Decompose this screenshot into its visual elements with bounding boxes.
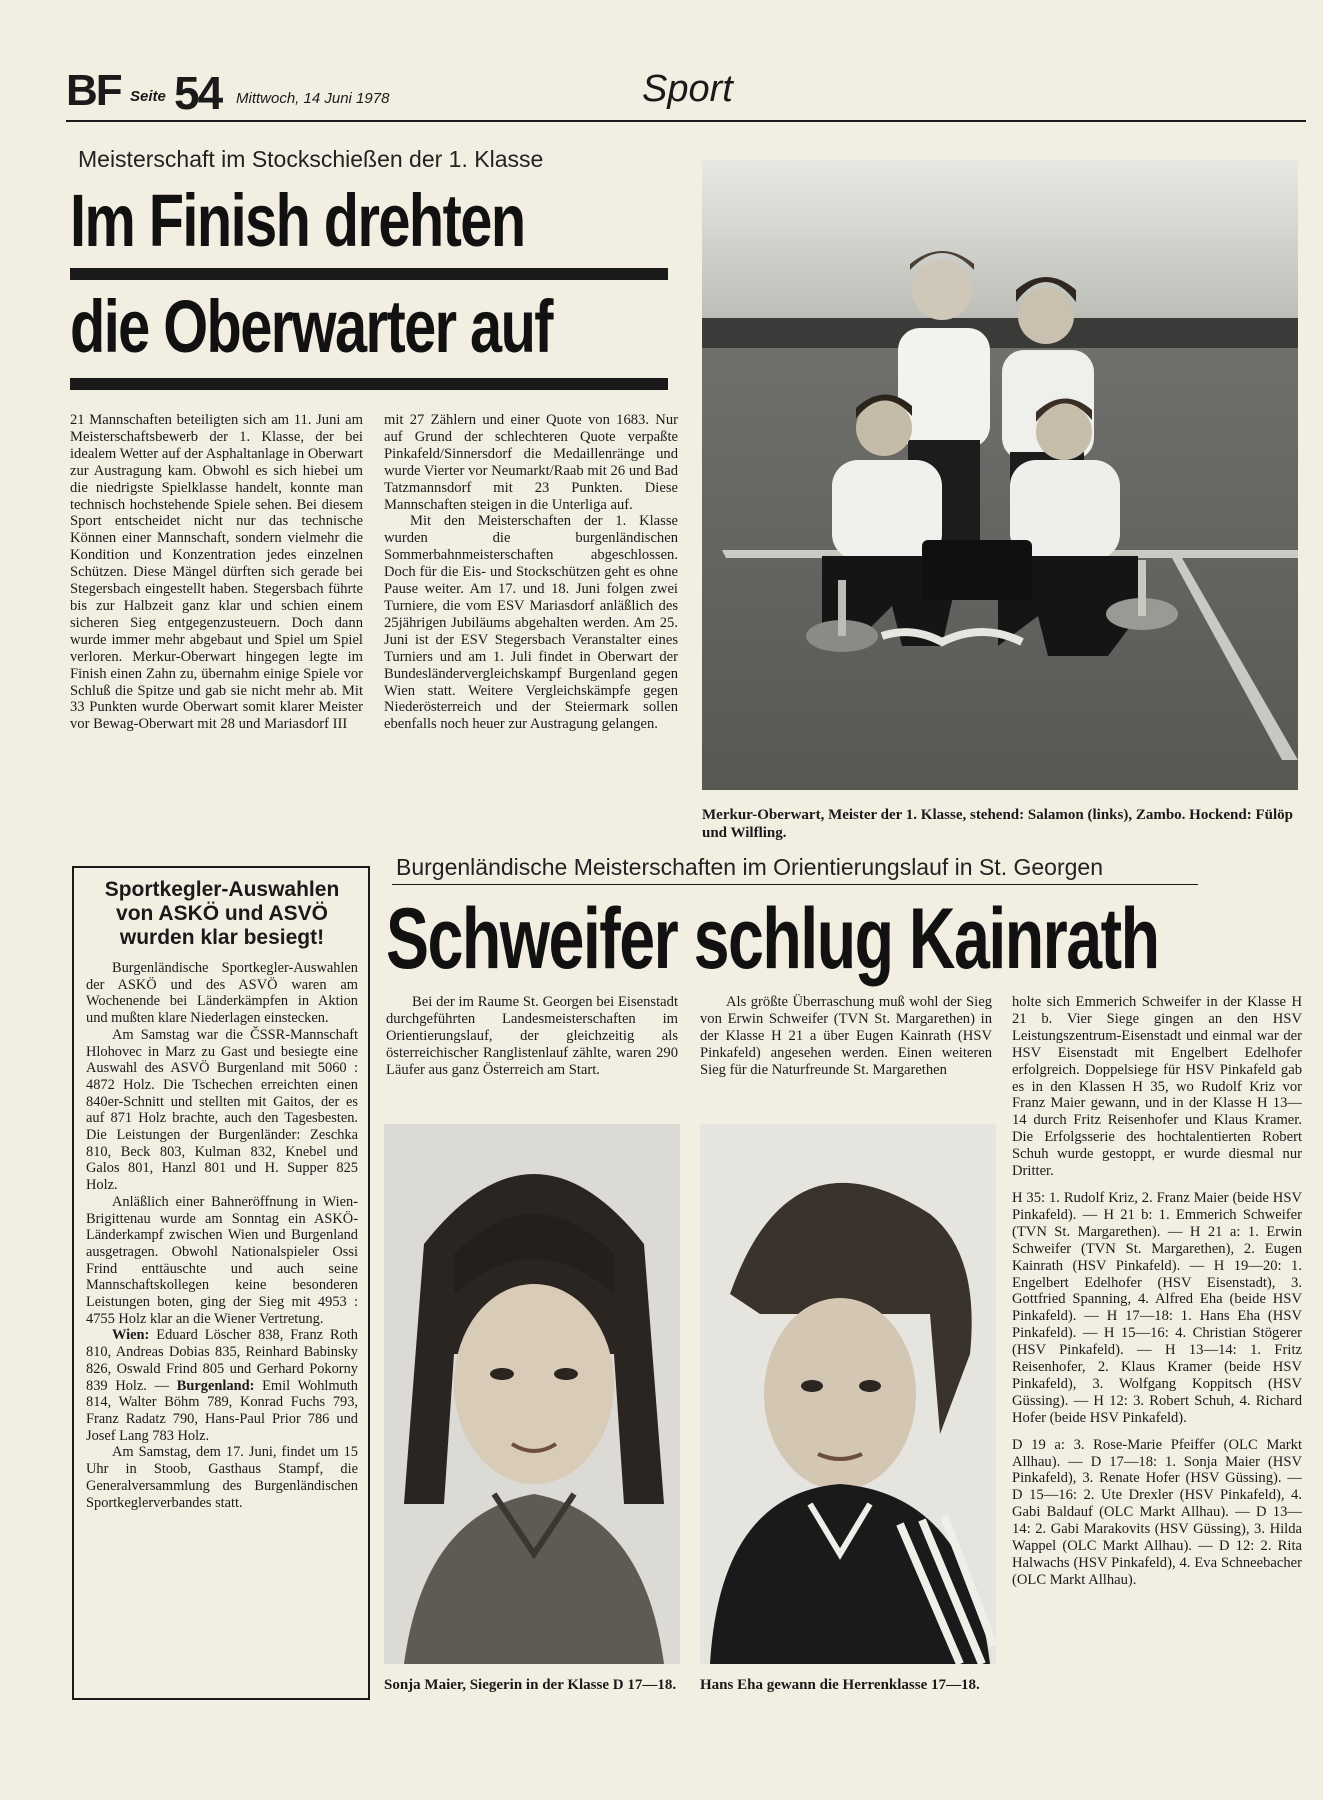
portrait-hans-eha bbox=[700, 1124, 996, 1664]
article2-column-2 bbox=[700, 994, 992, 1114]
article2-text-3: holte sich Emmerich Schweifer in der Klasse H 21 b. Vier Siege gingen an den HSV Leistungszentrum-Eisenstadt und einmal war der HSV Eisenstadt mit Engelbert Edelhofer erfolgreich. Doppelsiege für HSV Pinkafeld gab es in den Klassen H 35, wo Rudolf Kriz vor Franz Maier gewann, und in der Klasse H 13—14 durch Fritz Reisenhofer und Klaus Kramer. Die Erfolgsserie des hochtalentierten Robert Schuh wurde gestoppt, er wurde diesmal nur Dritter. bbox=[1012, 994, 1302, 1180]
article2-text-2: Als größte Überraschung muß wohl der Sieg von Erwin Schweifer (TVN St. Margarethen) in der Klasse H 21 a über Eugen Kainrath (HSV Pinkafeld) angesehen werden. Einen weiteren Sieg für die Naturfreunde St. Margarethen bbox=[700, 994, 992, 1078]
article1-column-1 bbox=[70, 412, 363, 842]
article1-text-3: Mit den Meisterschaften der 1. Klasse wurden die burgenländischen Sommerbahnmeisterschaften abgeschlossen. Doch für die Eis- und Stockschützen geht es ohne Pause weiter. Am 17. und 18. Juni folgen zwei Turniere, die vom ESV Mariasdorf anläßlich des 25jährigen Jubiläums abgehalten werden. Am 25. Juni ist der ESV Stegersbach Veranstalter eines Turniers und am 1. Juli findet in Oberwart der Bundesländervergleichskampf Burgenland gegen Wien statt. Weitere Vergleichskämpfe gegen Niederösterreich und der Steiermark sollen ebenfalls noch heuer zur Austragung gelangen. bbox=[384, 513, 678, 733]
sidebar-text-2: Am Samstag war die ČSSR-Mannschaft Hlohovec in Marz zu Gast und besiegte eine Auswahl des ASVÖ Burgenland mit 5060 : 4872 Holz. Die Tschechen erreichten einen 840er-Schnitt und stellten mit Gaitos, der es auf 871 Holz brachte, auch den Tagesbesten. Die Leistungen der Burgenländer: Zeschka 810, Beck 803, Kulman 832, Knebel und Galos 801, Hanzl 801 und H. Supper 825 Holz. bbox=[86, 1026, 358, 1194]
masthead bbox=[66, 66, 1306, 119]
sidebar-text-5: Am Samstag, dem 17. Juni, findet um 15 Uhr in Stoob, Gasthaus Stampf, die Generalversammlung des Burgenländischen Sportkeglerverbandes statt. bbox=[86, 1444, 358, 1511]
sidebar-team-label-wien: Wien: bbox=[112, 1327, 150, 1344]
portrait-hans-eha-image bbox=[700, 1124, 996, 1664]
headline-bar-2 bbox=[70, 378, 668, 390]
headline-bar-1 bbox=[70, 268, 668, 280]
sidebar-body bbox=[86, 960, 358, 1690]
team-photo bbox=[702, 160, 1298, 790]
article2-kicker: Burgenländische Meisterschaften im Orientierungslauf in St. Georgen bbox=[396, 854, 1103, 880]
sidebar-text-3: Anläßlich einer Bahneröffnung in Wien-Brigittenau wurde am Sonntag ein ASKÖ-Länderkampf zwischen Wien und Burgenland ausgetragen. Obwohl Nationalspieler Ossi Frind enttäuschte und auch seine Mannschaftskollegen keine besonderen Leistungen boten, ging der Sieg mit 4953 : 4755 Holz klar an die Wiener Vertretung. bbox=[86, 1193, 358, 1327]
sidebar-team-burgenland: Emil Wohlmuth 814, Walter Böhm 789, Konrad Fuchs 793, Franz Radatz 790, Hans-Paul Prior 786 und Josef Lang 783 Holz. bbox=[86, 1377, 358, 1444]
article2-headline: Schweifer schlug Kainrath bbox=[386, 891, 1159, 987]
portrait-sonja-maier-image bbox=[384, 1124, 680, 1664]
sidebar-text-1: Burgenländische Sportkegler-Auswahlen der ASKÖ und des ASVÖ waren am Wochenende bei Länderkämpfen in Aktion und mußten klare Niederlagen einstecken. bbox=[86, 960, 358, 1027]
article2-text-1: Bei der im Raume St. Georgen bei Eisenstadt durchgeführten Landesmeisterschaften im Orientierungslauf, der gleichzeitig als österreichischer Ranglistenlauf zählte, waren 290 Läufer aus ganz Österreich am Start. bbox=[386, 994, 678, 1078]
issue-date: Mittwoch, 14 Juni 1978 bbox=[236, 90, 390, 107]
page-number: 54 bbox=[174, 67, 222, 119]
sidebar-team-label-burgenland: Burgenland: bbox=[176, 1377, 255, 1394]
team-photo-image bbox=[702, 160, 1298, 790]
article1-kicker: Meisterschaft im Stockschießen der 1. Klasse bbox=[78, 146, 544, 172]
article1-column-2 bbox=[384, 412, 678, 842]
team-photo-caption: Merkur-Oberwart, Meister der 1. Klasse, stehend: Salamon (links), Zambo. Hockend: Fülöp und Wilfling. bbox=[702, 807, 1293, 841]
article2-results-women: D 19 a: 3. Rose-Marie Pfeiffer (OLC Markt Allhau). — D 17—18: 1. Sonja Maier (HSV Pinkafeld), 3. Renate Hofer (HSV Güssing). — D 15—16: 2. Ute Drexler (HSV Pinkafeld), 4. Gabi Baldauf (OLC Markt Allhau). — D 13—14: 2. Gabi Marakovits (HSV Güssing), 3. Hilda Wappel (OLC Markt Allhau). — D 12: 2. Rita Halwachs (HSV Pinkafeld), 4. Eva Schneebacher (OLC Markt Allhau). bbox=[1012, 1436, 1302, 1588]
article1-text-1: 21 Mannschaften beteiligten sich am 11. Juni am Meisterschaftsbewerb der 1. Klasse, der bei idealem Wetter auf der Asphaltanlage in Oberwart zur Austragung kam. Obwohl es sich hiebei um die niedrigste Spielklasse handelt, konnte man technisch hochstehende Spiele sehen. Bei diesem Sport entscheidet nicht nur das technische Können einer Mannschaft, sondern vielmehr die Kondition und Konzentration jedes einzelnen Schützen. Diese Mängel dürften sich gerade bei Stegersbach eingestellt haben. Stegersbach führte bis zur Halbzeit ganz klar und schien einem sicheren Sieg entgegenzusteuern. Doch dann wurde immer mehr abgebaut und Spiel um Spiel verloren. Merkur-Oberwart hingegen legte im Finish einen Zahn zu, übernahm einige Spiele vor Schluß die Spitze und gab sie nicht mehr ab. Mit 33 Punkten wurde Oberwart somit klarer Meister vor Bewag-Oberwart mit 28 und Mariasdorf III bbox=[70, 412, 363, 733]
masthead-rule bbox=[66, 120, 1306, 122]
article1-text-2: mit 27 Zählern und einer Quote von 1683. Nur auf Grund der schlechteren Quote verpaßte Pinkafeld/Sinnersdorf die Medaillenränge und wurde Vierter vor Neumarkt/Raab mit 26 und Bad Tatzmannsdorf mit 23 Punkten. Diese Mannschaften steigen in die Unterliga auf. bbox=[384, 412, 678, 513]
article2-column-1 bbox=[386, 994, 678, 1114]
sidebar-team-wien: Eduard Löscher 838, Franz Roth 810, Andreas Dobias 835, Reinhard Babinsky 826, Oswald Frind 805 und Gerhard Pokorny 839 Holz. — bbox=[86, 1327, 358, 1394]
article2-kicker-rule bbox=[392, 884, 1198, 885]
article2-results-men: H 35: 1. Rudolf Kriz, 2. Franz Maier (beide HSV Pinkafeld). — H 21 b: 1. Emmerich Schweifer (TVN St. Margarethen). — H 21 a: 1. Erwin Schweifer (TVN St. Margarethen), 2. Eugen Kainrath (HSV Pinkafeld). — H 19—20: 1. Engelbert Edelhofer (HSV Eisenstadt), 3. Gottfried Spanning, 4. Alfred Eha (beide HSV Pinkafeld). — H 17—18: 1. Hans Eha (HSV Pinkafeld). — H 15—16: 4. Christian Stögerer (HSV Pinkafeld). — H 13—14: 1. Fritz Reisenhofer, 2. Klaus Kramer (beide HSV Pinkafeld), 3. Wolfgang Koppitsch (HSV Güssing). — H 12: 3. Robert Schuh, 4. Richard Hofer (beide HSV Pinkafeld). bbox=[1012, 1189, 1302, 1426]
section-title: Sport bbox=[642, 68, 733, 110]
portrait-sonja-maier bbox=[384, 1124, 680, 1664]
article2-column-3 bbox=[1012, 994, 1302, 1784]
page-label: Seite bbox=[130, 88, 166, 105]
sidebar-headline: Sportkegler-Auswahlen von ASKÖ und ASVÖ wurden klar besiegt! bbox=[104, 878, 340, 949]
portrait-hans-eha-caption: Hans Eha gewann die Herrenklasse 17—18. bbox=[700, 1677, 980, 1693]
article1-headline-line1: Im Finish drehten bbox=[70, 179, 525, 262]
portrait-sonja-maier-caption: Sonja Maier, Siegerin in der Klasse D 17—18. bbox=[384, 1677, 677, 1693]
newspaper-logo: BF bbox=[66, 66, 121, 115]
article1-headline-line2: die Oberwarter auf bbox=[70, 285, 552, 368]
